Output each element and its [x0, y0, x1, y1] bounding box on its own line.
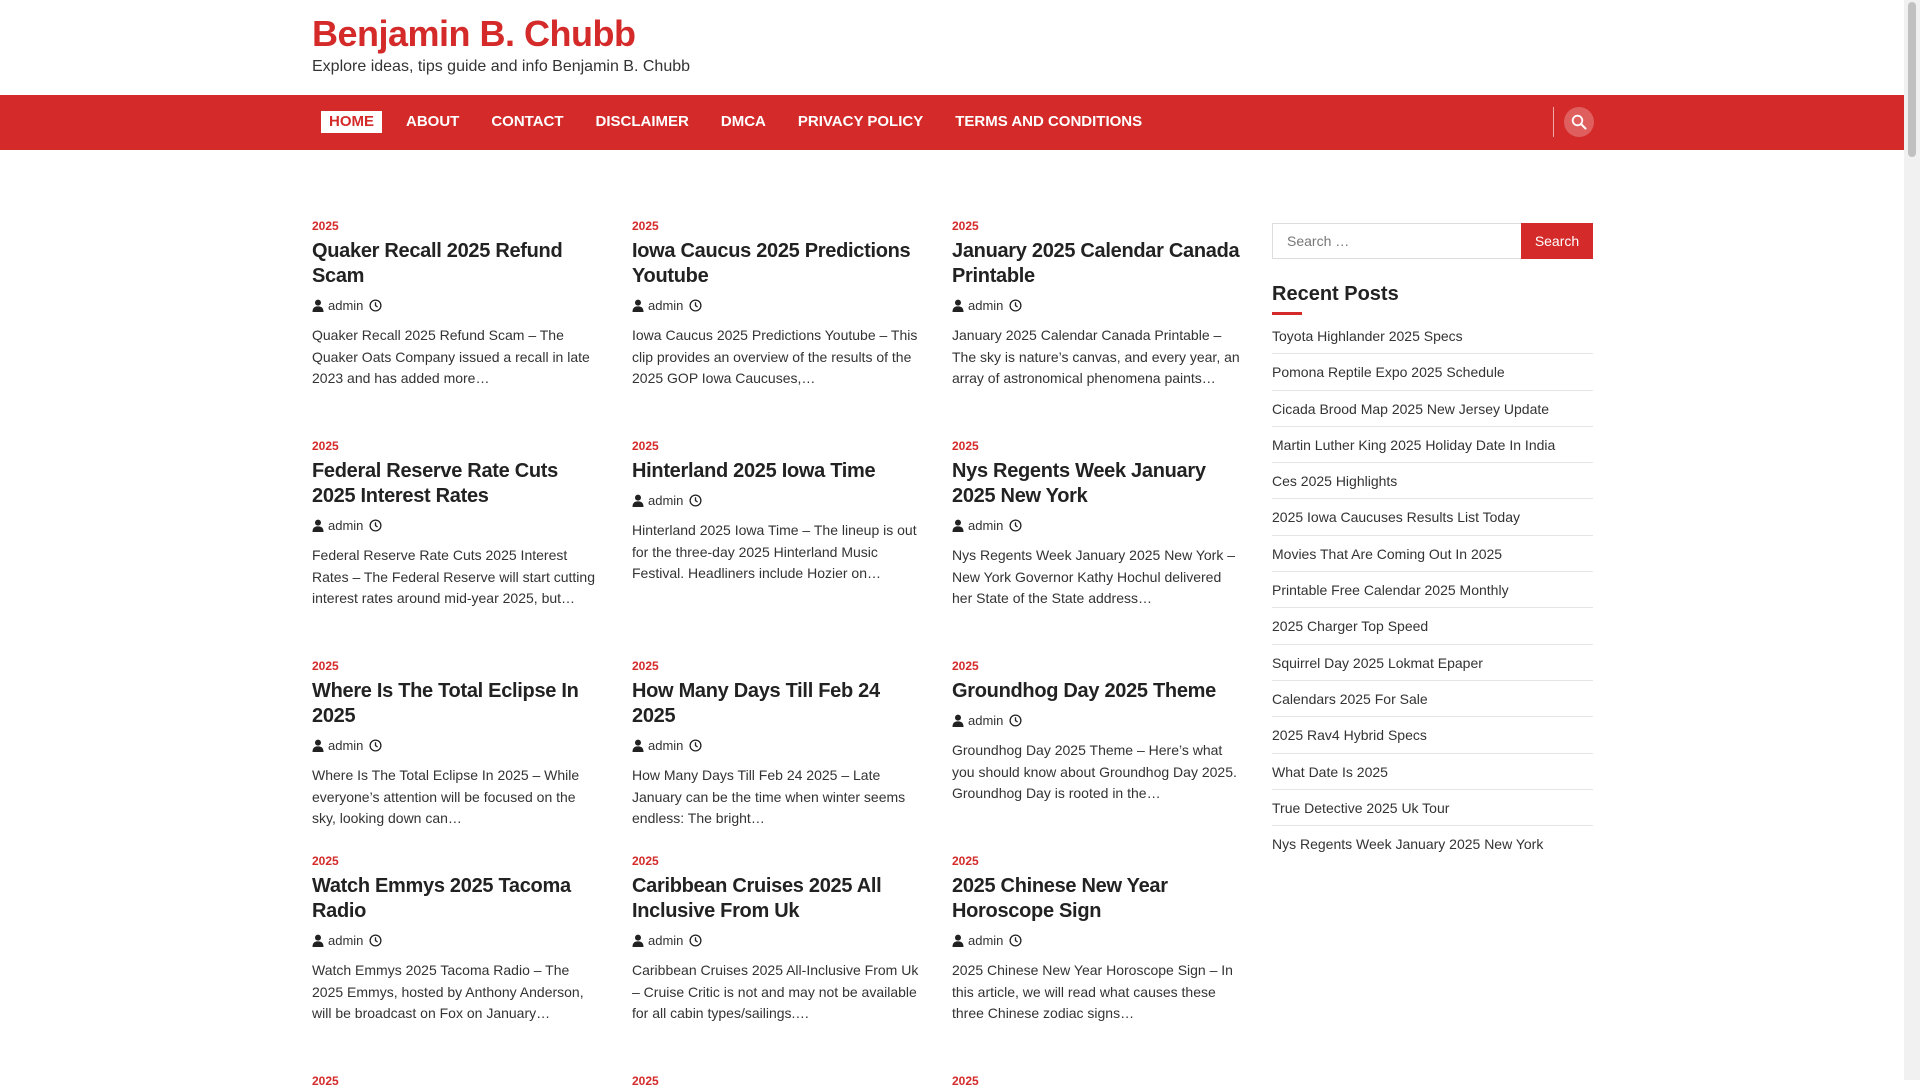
recent-post-link[interactable]: Pomona Reptile Expo 2025 Schedule [1272, 354, 1593, 390]
post-meta [312, 297, 602, 313]
post-card [312, 854, 602, 1025]
post-meta [312, 737, 602, 753]
nav-search-button[interactable] [1564, 107, 1594, 137]
post-category-link[interactable]: 2025 [632, 219, 659, 233]
user-icon [312, 299, 324, 312]
user-icon [632, 299, 644, 312]
post-card [632, 219, 922, 390]
post-title-link[interactable]: Watch Emmys 2025 Tacoma Radio [312, 875, 571, 922]
post-title-link[interactable]: Hinterland 2025 Iowa Time [632, 460, 876, 482]
post-category-link[interactable]: 2025 [952, 659, 979, 673]
site-title[interactable]: Benjamin B. Chubb [312, 13, 636, 54]
user-icon [632, 934, 644, 947]
search-icon [1571, 114, 1587, 130]
user-icon [632, 494, 644, 507]
post-category-link[interactable]: 2025 [632, 1074, 659, 1088]
recent-post-link[interactable]: Printable Free Calendar 2025 Monthly [1272, 572, 1593, 608]
post-meta [952, 712, 1242, 728]
post-category-link[interactable]: 2025 [632, 439, 659, 453]
post-card [952, 219, 1242, 390]
recent-post-link[interactable]: Martin Luther King 2025 Holiday Date In India [1272, 427, 1593, 463]
post-card [952, 1074, 1242, 1088]
recent-post-link[interactable]: What Date Is 2025 [1272, 754, 1593, 790]
nav-item-dmca[interactable]: DMCA [720, 113, 766, 130]
nav-divider [1553, 107, 1554, 137]
post-author-link[interactable]: admin [968, 932, 1004, 948]
clock-icon[interactable] [1009, 714, 1022, 727]
post-excerpt: Caribbean Cruises 2025 All-Inclusive From Uk – Cruise Critic is not and may not be available for all cabin types/sailings.… [632, 962, 919, 1021]
clock-icon[interactable] [369, 934, 382, 947]
post-card [312, 219, 602, 390]
post-title-link[interactable]: January 2025 Calendar Canada Printable [952, 240, 1240, 287]
recent-posts-title: Recent Posts [1272, 283, 1399, 305]
post-category-link[interactable]: 2025 [312, 854, 339, 868]
recent-post-link[interactable]: Cicada Brood Map 2025 New Jersey Update [1272, 391, 1593, 427]
post-meta [952, 517, 1242, 533]
post-excerpt: How Many Days Till Feb 24 2025 – Late January can be the time when winter seems endless: The bright… [632, 767, 906, 826]
post-title-link[interactable]: Federal Reserve Rate Cuts 2025 Interest Rates [312, 460, 558, 507]
clock-icon[interactable] [689, 934, 702, 947]
user-icon [312, 934, 324, 947]
post-meta [632, 932, 922, 948]
post-card [952, 854, 1242, 1025]
recent-post-link[interactable]: 2025 Charger Top Speed [1272, 608, 1593, 644]
nav-item-home[interactable]: HOME [321, 111, 382, 133]
clock-icon[interactable] [689, 494, 702, 507]
clock-icon[interactable] [369, 299, 382, 312]
post-category-link[interactable]: 2025 [952, 854, 979, 868]
user-icon [632, 739, 644, 752]
post-excerpt: January 2025 Calendar Canada Printable – The sky is nature’s canvas, and every year, an array of astronomical phenomena paints… [952, 327, 1240, 386]
post-author-link[interactable]: admin [648, 737, 684, 753]
nav-item-disclaimer[interactable]: DISCLAIMER [595, 113, 689, 130]
post-author-link[interactable]: admin [648, 297, 684, 313]
user-icon [952, 519, 964, 532]
post-card [632, 1074, 922, 1088]
clock-icon[interactable] [689, 299, 702, 312]
user-icon [312, 519, 324, 532]
post-author-link[interactable]: admin [328, 932, 364, 948]
post-meta [632, 492, 922, 508]
post-card [312, 439, 602, 610]
post-author-link[interactable]: admin [968, 297, 1004, 313]
post-title-link[interactable]: How Many Days Till Feb 24 2025 [632, 680, 880, 727]
recent-post-link[interactable]: Movies That Are Coming Out In 2025 [1272, 536, 1593, 572]
post-card [632, 439, 922, 585]
post-meta [632, 737, 922, 753]
scrollbar-thumb[interactable] [1908, 2, 1916, 157]
nav-item-about[interactable]: ABOUT [406, 113, 460, 130]
recent-post-link[interactable]: Squirrel Day 2025 Lokmat Epaper [1272, 645, 1593, 681]
site-tagline: Explore ideas, tips guide and info Benjamin B. Chubb [312, 58, 691, 75]
post-category-link[interactable]: 2025 [632, 659, 659, 673]
post-title-link[interactable]: Quaker Recall 2025 Refund Scam [312, 240, 563, 287]
post-meta [952, 297, 1242, 313]
post-title-link[interactable]: Caribbean Cruises 2025 All Inclusive From Uk [632, 875, 882, 922]
post-excerpt: Nys Regents Week January 2025 New York – New York Governor Kathy Hochul delivered her State of the State address… [952, 547, 1236, 606]
post-title-link[interactable]: 2025 Chinese New Year Horoscope Sign [952, 875, 1168, 922]
recent-post-link[interactable]: 2025 Iowa Caucuses Results List Today [1272, 499, 1593, 535]
recent-post-link[interactable]: Nys Regents Week January 2025 New York [1272, 836, 1544, 853]
post-excerpt: Federal Reserve Rate Cuts 2025 Interest Rates – The Federal Reserve will start cutting interest rates around mid-year 2025, but… [312, 547, 595, 606]
page-scrollbar[interactable] [1904, 0, 1920, 1080]
post-card [952, 439, 1242, 610]
post-card [632, 854, 922, 1025]
nav-item-contact[interactable]: CONTACT [491, 113, 564, 130]
post-meta [312, 517, 602, 533]
sidebar-search-form [1272, 223, 1593, 259]
clock-icon[interactable] [689, 739, 702, 752]
sidebar-search-button[interactable]: Search [1521, 223, 1593, 259]
clock-icon[interactable] [1009, 299, 1022, 312]
clock-icon[interactable] [369, 519, 382, 532]
post-author-link[interactable]: admin [648, 492, 684, 508]
clock-icon[interactable] [369, 739, 382, 752]
user-icon [952, 299, 964, 312]
post-excerpt: Watch Emmys 2025 Tacoma Radio – The 2025 Emmys, hosted by Anthony Anderson, will be broadcast on Fox on January… [312, 962, 584, 1021]
post-category-link[interactable]: 2025 [632, 854, 659, 868]
post-meta [952, 932, 1242, 948]
post-author-link[interactable]: admin [328, 737, 364, 753]
recent-post-link[interactable]: True Detective 2025 Uk Tour [1272, 790, 1593, 826]
post-card [952, 659, 1242, 805]
clock-icon[interactable] [1009, 934, 1022, 947]
post-title-link[interactable]: Nys Regents Week January 2025 New York [952, 460, 1206, 507]
user-icon [952, 714, 964, 727]
clock-icon[interactable] [1009, 519, 1022, 532]
post-meta [632, 297, 922, 313]
post-category-link[interactable]: 2025 [312, 219, 339, 233]
post-author-link[interactable]: admin [328, 297, 364, 313]
post-author-link[interactable]: admin [968, 517, 1004, 533]
recent-post-link[interactable]: Ces 2025 Highlights [1272, 463, 1593, 499]
recent-post-link[interactable]: Calendars 2025 For Sale [1272, 681, 1593, 717]
post-author-link[interactable]: admin [328, 517, 364, 533]
post-excerpt: 2025 Chinese New Year Horoscope Sign – In this article, we will read what causes these three Chinese zodiac signs… [952, 962, 1233, 1021]
post-card [632, 659, 922, 830]
nav-item-privacy-policy[interactable]: PRIVACY POLICY [797, 113, 924, 130]
recent-post-link[interactable]: Toyota Highlander 2025 Specs [1272, 318, 1593, 354]
post-meta [312, 932, 602, 948]
user-icon [952, 934, 964, 947]
post-title-link[interactable]: Iowa Caucus 2025 Predictions Youtube [632, 240, 911, 287]
post-card [312, 659, 602, 830]
post-card [312, 1074, 602, 1088]
post-excerpt: Groundhog Day 2025 Theme – Here’s what you should know about Groundhog Day 2025. Groundhog Day is rooted in the… [952, 742, 1237, 801]
post-category-link[interactable]: 2025 [312, 1074, 339, 1088]
site-header [0, 0, 1904, 95]
post-excerpt: Iowa Caucus 2025 Predictions Youtube – This clip provides an overview of the results of the 2025 GOP Iowa Caucuses,… [632, 327, 918, 386]
post-author-link[interactable]: admin [968, 712, 1004, 728]
user-icon [312, 739, 324, 752]
post-excerpt: Quaker Recall 2025 Refund Scam – The Quaker Oats Company issued a recall in late 2023 and has added more… [312, 327, 590, 386]
sidebar-search-input[interactable] [1272, 223, 1521, 259]
post-excerpt: Hinterland 2025 Iowa Time – The lineup is out for the three-day 2025 Hinterland Music Festival. Headliners include Hozier on… [632, 522, 917, 581]
post-category-link[interactable]: 2025 [952, 219, 979, 233]
post-category-link[interactable]: 2025 [952, 1074, 979, 1088]
post-author-link[interactable]: admin [648, 932, 684, 948]
main-nav [0, 95, 1904, 150]
post-category-link[interactable]: 2025 [312, 439, 339, 453]
nav-item-terms-and-conditions[interactable]: TERMS AND CONDITIONS [955, 113, 1143, 130]
post-title-link[interactable]: Where Is The Total Eclipse In 2025 [312, 680, 579, 727]
recent-posts-underline [1272, 312, 1302, 315]
post-category-link[interactable]: 2025 [312, 659, 339, 673]
post-excerpt: Where Is The Total Eclipse In 2025 – While everyone’s attention will be focused on the sky, looking down can… [312, 767, 580, 826]
recent-post-link[interactable]: 2025 Rav4 Hybrid Specs [1272, 717, 1593, 753]
post-category-link[interactable]: 2025 [952, 439, 979, 453]
post-title-link[interactable]: Groundhog Day 2025 Theme [952, 680, 1216, 702]
recent-posts-list [1272, 318, 1593, 862]
